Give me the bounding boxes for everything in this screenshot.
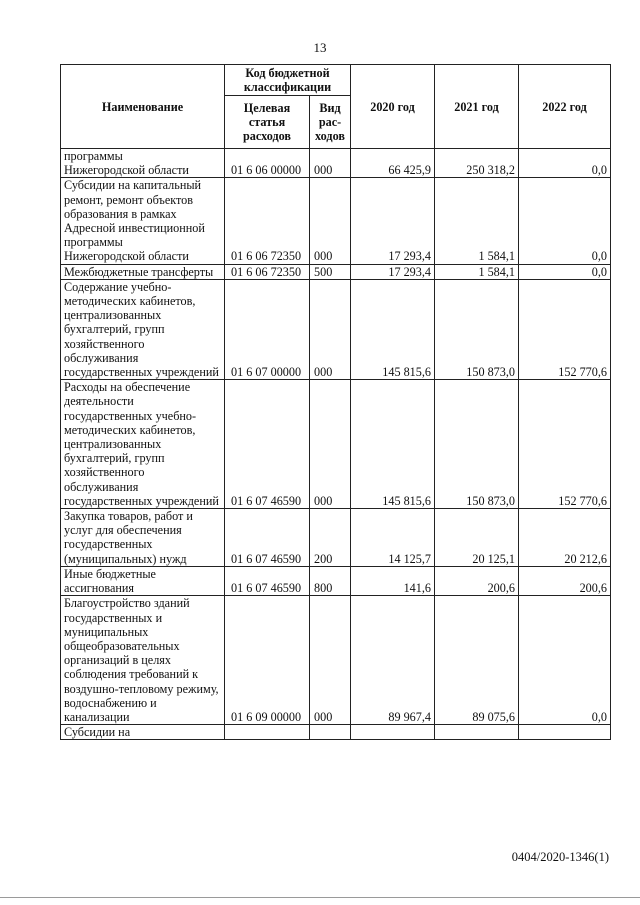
row-kind-code	[310, 178, 351, 264]
row-kind-code-text: 000	[314, 709, 333, 724]
row-value-2022	[519, 509, 611, 567]
row-target-code-text: 01 6 06 72350	[231, 264, 302, 279]
row-value-2021-text: 150 873,0	[466, 365, 515, 380]
table-row	[61, 566, 611, 595]
row-target-code	[225, 149, 310, 178]
header-2020: 2020 год	[351, 65, 435, 149]
row-kind-code-text: 000	[314, 365, 333, 380]
row-name	[61, 566, 225, 595]
row-value-2021-text: 200,6	[487, 581, 515, 596]
row-value-2020	[351, 380, 435, 509]
header-name: Наименование	[61, 65, 225, 149]
scan-border-line	[0, 897, 640, 898]
row-value-2022	[519, 596, 611, 725]
row-target-code	[225, 509, 310, 567]
row-kind-code-text: 800	[314, 581, 333, 596]
row-name-text: программы Нижегородской области	[64, 149, 189, 178]
row-target-code	[225, 725, 310, 740]
document-code: 0404/2020-1346(1)	[511, 850, 609, 864]
row-value-2022	[519, 178, 611, 264]
row-name	[61, 725, 225, 740]
row-target-code	[225, 279, 310, 379]
row-value-2021-text: 1 584,1	[478, 249, 515, 264]
row-value-2022-text: 0,0	[591, 163, 607, 178]
row-value-2021	[435, 725, 519, 740]
header-2022: 2022 год	[519, 65, 611, 149]
row-name	[61, 509, 225, 567]
row-target-code-text: 01 6 06 00000	[231, 163, 302, 178]
row-value-2022-text: 0,0	[591, 709, 607, 724]
row-value-2020-text: 141,6	[403, 581, 431, 596]
table-row	[61, 264, 611, 279]
row-value-2020	[351, 149, 435, 178]
row-value-2021	[435, 178, 519, 264]
row-target-code	[225, 380, 310, 509]
row-name-text: Субсидии на	[64, 725, 131, 740]
row-value-2022	[519, 566, 611, 595]
table-row	[61, 596, 611, 725]
table-row	[61, 725, 611, 740]
row-value-2020-text: 66 425,9	[388, 163, 431, 178]
row-name	[61, 279, 225, 379]
row-kind-code	[310, 509, 351, 567]
row-value-2022	[519, 725, 611, 740]
row-kind-code	[310, 566, 351, 595]
row-name	[61, 264, 225, 279]
row-value-2020-text: 14 125,7	[388, 551, 431, 566]
row-value-2022-text: 152 770,6	[558, 365, 607, 380]
row-value-2020	[351, 279, 435, 379]
row-value-2022	[519, 279, 611, 379]
row-value-2022-text: 152 770,6	[558, 493, 607, 508]
row-kind-code-text: 000	[314, 249, 333, 264]
row-value-2022-text: 200,6	[579, 581, 607, 596]
budget-table	[60, 64, 611, 740]
row-value-2021-text: 89 075,6	[472, 709, 515, 724]
row-value-2022	[519, 380, 611, 509]
row-value-2022-text: 0,0	[591, 264, 607, 279]
row-target-code	[225, 596, 310, 725]
row-value-2021	[435, 596, 519, 725]
row-name-text: Содержание учебно-методических кабинетов, централизованных бухгалтерий, групп хозяйственного обслуживания государственных учреждений	[64, 279, 219, 380]
row-value-2020	[351, 509, 435, 567]
row-kind-code	[310, 264, 351, 279]
header-target: Целевая статья расходов	[225, 96, 310, 149]
row-kind-code	[310, 149, 351, 178]
row-name-text: Межбюджетные трансферты	[64, 264, 214, 279]
row-value-2022	[519, 264, 611, 279]
row-value-2021	[435, 380, 519, 509]
header-kind: Вид рас-ходов	[310, 96, 351, 149]
row-target-code	[225, 566, 310, 595]
row-value-2022-text: 20 212,6	[564, 551, 607, 566]
row-target-code-text: 01 6 07 46590	[231, 551, 302, 566]
row-value-2021-text: 150 873,0	[466, 493, 515, 508]
row-value-2021	[435, 279, 519, 379]
row-target-code-text: 01 6 07 46590	[231, 493, 302, 508]
row-value-2021-text: 20 125,1	[472, 551, 515, 566]
row-kind-code-text: 000	[314, 163, 333, 178]
row-value-2021	[435, 264, 519, 279]
row-value-2021	[435, 149, 519, 178]
table-row	[61, 149, 611, 178]
row-kind-code-text: 000	[314, 493, 333, 508]
row-value-2020-text: 89 967,4	[388, 709, 431, 724]
row-value-2021-text: 1 584,1	[478, 264, 515, 279]
table-row	[61, 279, 611, 379]
row-value-2020	[351, 264, 435, 279]
row-value-2022	[519, 149, 611, 178]
row-value-2020-text: 17 293,4	[388, 249, 431, 264]
row-target-code-text: 01 6 06 72350	[231, 249, 302, 264]
row-kind-code-text: 200	[314, 551, 333, 566]
row-value-2021	[435, 566, 519, 595]
table-row	[61, 380, 611, 509]
row-name-text: Благоустройство зданий государственных и муниципальных общеобразовательных организаций в целях соблюдения требований к воздушно-тепловому режиму, водоснабжению и канализации	[64, 596, 219, 724]
row-kind-code	[310, 725, 351, 740]
header-row	[61, 65, 611, 96]
table-row	[61, 509, 611, 567]
row-value-2021	[435, 509, 519, 567]
row-value-2020	[351, 725, 435, 740]
row-value-2020-text: 145 815,6	[382, 365, 431, 380]
row-kind-code-text: 500	[314, 264, 333, 279]
table-body	[61, 149, 611, 740]
row-value-2020	[351, 596, 435, 725]
row-target-code	[225, 178, 310, 264]
row-value-2021-text: 250 318,2	[466, 163, 515, 178]
row-value-2020-text: 145 815,6	[382, 493, 431, 508]
page-number: 13	[313, 40, 327, 55]
row-name	[61, 380, 225, 509]
row-name-text: Расходы на обеспечение деятельности государственных учебно-методических кабинетов, централизованных бухгалтерий, групп хозяйственного обслуживания государственных учреждений	[64, 380, 219, 508]
row-name	[61, 596, 225, 725]
row-value-2020	[351, 178, 435, 264]
row-name	[61, 178, 225, 264]
row-kind-code	[310, 380, 351, 509]
row-name	[61, 149, 225, 178]
row-name-text: Субсидии на капитальный ремонт, ремонт объектов образования в рамках Адресной инвестиционной программы Нижегородской области	[64, 178, 205, 264]
row-target-code-text: 01 6 07 46590	[231, 581, 302, 596]
row-name-text: Иные бюджетные ассигнования	[64, 566, 156, 596]
row-value-2020	[351, 566, 435, 595]
row-value-2022-text: 0,0	[591, 249, 607, 264]
header-2021: 2021 год	[435, 65, 519, 149]
header-code-group: Код бюджетной классификации	[225, 65, 351, 96]
row-value-2020-text: 17 293,4	[388, 264, 431, 279]
table-row	[61, 178, 611, 264]
row-target-code-text: 01 6 09 00000	[231, 709, 302, 724]
row-kind-code	[310, 279, 351, 379]
row-name-text: Закупка товаров, работ и услуг для обеспечения государственных (муниципальных) нужд	[64, 509, 193, 566]
row-target-code	[225, 264, 310, 279]
row-kind-code	[310, 596, 351, 725]
row-target-code-text: 01 6 07 00000	[231, 365, 302, 380]
